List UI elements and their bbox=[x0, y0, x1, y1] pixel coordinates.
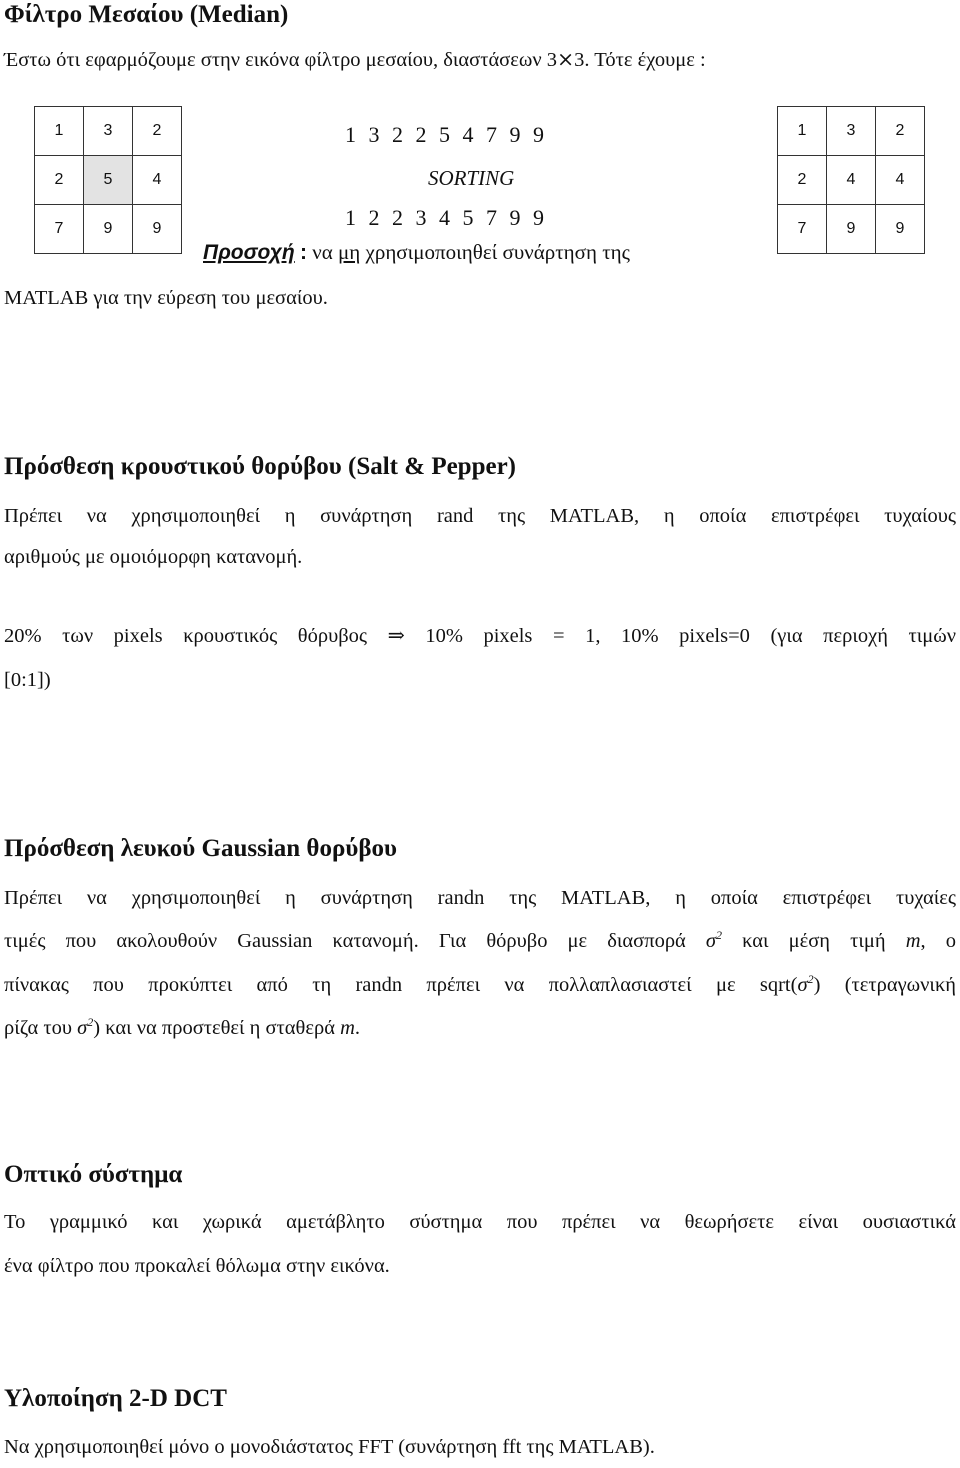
gaussian-line-2a: τιμές που ακολουθούν Gaussian κατανομή. Για θόρυβο με διασπορά bbox=[4, 930, 706, 952]
gaussian-line-2 bbox=[4, 921, 956, 962]
salt-pepper-line-3a: 20% των pixels κρουστικός θόρυβος bbox=[4, 625, 388, 647]
caution-colon: : bbox=[300, 241, 308, 264]
superscript-2: 2 bbox=[807, 972, 814, 987]
grid-cell: 2 bbox=[778, 156, 827, 205]
grid-cell-center: 5 bbox=[84, 156, 133, 205]
gaussian-line-3 bbox=[4, 965, 956, 1006]
grid-cell: 9 bbox=[133, 205, 182, 254]
mean-symbol: m bbox=[340, 1017, 355, 1039]
implies-arrow: ⇒ bbox=[387, 625, 405, 647]
gaussian-line-3b: ) (τετραγωνική bbox=[813, 974, 956, 996]
grid-cell: 2 bbox=[35, 156, 84, 205]
salt-pepper-line-3 bbox=[4, 616, 956, 657]
sigma-symbol: σ bbox=[797, 974, 808, 996]
grid-cell: 9 bbox=[84, 205, 133, 254]
unsorted-sequence: 1 3 2 2 5 4 7 9 9 bbox=[345, 122, 545, 147]
gaussian-section-title: Πρόσθεση λευκού Gaussian θορύβου bbox=[4, 835, 397, 862]
gaussian-line-4c: . bbox=[354, 1017, 360, 1039]
grid-cell: 1 bbox=[35, 107, 84, 156]
caution-line bbox=[203, 240, 630, 265]
grid-cell: 3 bbox=[84, 107, 133, 156]
superscript-2: 2 bbox=[716, 928, 723, 943]
grid-cell: 4 bbox=[133, 156, 182, 205]
caution-label: Προσοχή bbox=[203, 241, 295, 264]
gaussian-line-3a: πίνακας που προκύπτει από τη randn πρέπει να πολλαπλασιαστεί με sqrt( bbox=[4, 974, 798, 996]
dct-line-1: Να χρησιμοποιηθεί μόνο ο μονοδιάστατος FFT (συνάρτηση fft της MATLAB). bbox=[4, 1436, 655, 1458]
gaussian-line-2c: , ο bbox=[920, 930, 956, 952]
optical-section-title: Οπτικό σύστημα bbox=[4, 1161, 183, 1188]
grid-cell: 3 bbox=[827, 107, 876, 156]
salt-pepper-line-3b: 10% pixels = 1, 10% pixels=0 (για περιοχή τιμών bbox=[404, 625, 956, 647]
grid-cell: 4 bbox=[827, 156, 876, 205]
sigma-symbol: σ bbox=[705, 930, 717, 952]
median-section-title: Φίλτρο Μεσαίου (Median) bbox=[4, 1, 289, 28]
gaussian-line-4 bbox=[4, 1008, 360, 1049]
salt-pepper-line-4: [0:1]) bbox=[4, 669, 51, 691]
sorted-sequence: 1 2 2 3 4 5 7 9 9 bbox=[345, 205, 545, 230]
superscript-2: 2 bbox=[87, 1015, 94, 1030]
sorting-label: SORTING bbox=[428, 166, 515, 190]
caution-text-post: χρησιμοποιηθεί συνάρτηση της bbox=[360, 240, 630, 264]
mean-symbol: m bbox=[905, 930, 921, 952]
grid-cell: 9 bbox=[827, 205, 876, 254]
salt-pepper-line-1: Πρέπει να χρησιμοποιηθεί η συνάρτηση rand της MATLAB, η οποία επιστρέφει τυχαίους bbox=[4, 505, 956, 527]
median-intro: Έστω ότι εφαρμόζουμε στην εικόνα φίλτρο μεσαίου, διαστάσεων 3⨯3. Τότε έχουμε : bbox=[4, 49, 706, 71]
output-grid bbox=[777, 106, 925, 254]
grid-cell: 4 bbox=[876, 156, 925, 205]
salt-pepper-section-title: Πρόσθεση κρουστικού θορύβου (Salt & Pepper) bbox=[4, 453, 517, 480]
gaussian-line-1: Πρέπει να χρησιμοποιηθεί η συνάρτηση randn της MATLAB, η οποία επιστρέφει τυχαίες bbox=[4, 887, 956, 909]
dct-section-title: Υλοποίηση 2-D DCT bbox=[4, 1385, 227, 1412]
optical-line-1: Το γραμμικό και χωρικά αμετάβλητο σύστημα που πρέπει να θεωρήσετε είναι ουσιαστικά bbox=[4, 1211, 956, 1233]
grid-cell: 1 bbox=[778, 107, 827, 156]
optical-line-2: ένα φίλτρο που προκαλεί θόλωμα στην εικόνα. bbox=[4, 1255, 390, 1277]
grid-cell: 7 bbox=[778, 205, 827, 254]
sigma-symbol: σ bbox=[77, 1017, 88, 1039]
caution-text-underlined: μη bbox=[338, 240, 361, 264]
gaussian-line-4a: ρίζα του bbox=[4, 1017, 78, 1039]
salt-pepper-line-2: αριθμούς με ομοιόμορφη κατανομή. bbox=[4, 546, 303, 568]
gaussian-line-2b: και μέση τιμή bbox=[722, 930, 906, 952]
grid-cell: 7 bbox=[35, 205, 84, 254]
grid-cell: 2 bbox=[133, 107, 182, 156]
grid-cell: 9 bbox=[876, 205, 925, 254]
input-grid bbox=[34, 106, 182, 254]
caution-line-2: MATLAB για την εύρεση του μεσαίου. bbox=[4, 287, 328, 309]
caution-text-pre: να bbox=[312, 240, 339, 264]
grid-cell: 2 bbox=[876, 107, 925, 156]
gaussian-line-4b: ) και να προστεθεί η σταθερά bbox=[93, 1017, 341, 1039]
